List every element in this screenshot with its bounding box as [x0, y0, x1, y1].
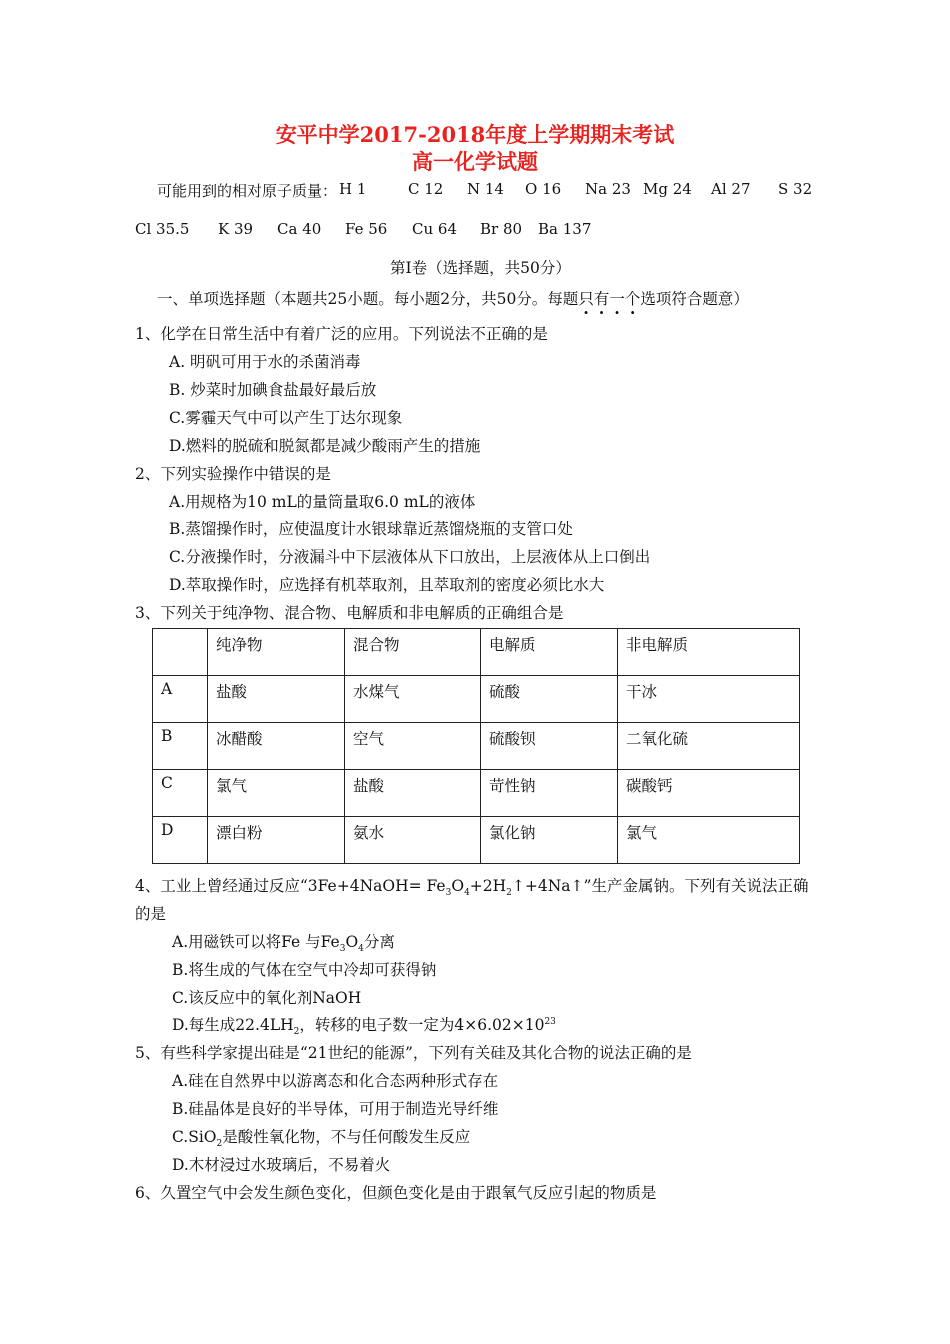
- table-cell: 非电解质: [618, 629, 800, 676]
- table-cell: 盐酸: [345, 770, 481, 817]
- table-cell: [153, 629, 208, 676]
- question-3-table: [152, 628, 800, 864]
- question-1-option-a: A. 明矾可用于水的杀菌消毒: [169, 353, 361, 371]
- table-cell: 硫酸钡: [481, 723, 618, 770]
- subscript: 3: [339, 944, 346, 955]
- question-1-option-c: C.雾霾天气中可以产生丁达尔现象: [169, 409, 403, 427]
- question-1-option-b: B. 炒菜时加碘食盐最好最后放: [169, 381, 377, 399]
- option-text: O: [345, 933, 359, 951]
- emphasis-char: 个: [624, 290, 641, 308]
- stem-text: 4、工业上曾经通过反应“3Fe+4NaOH= Fe: [135, 877, 446, 895]
- table-cell: 水煤气: [345, 676, 481, 723]
- question-4-option-c: C.该反应中的氧化剂NaOH: [172, 989, 362, 1007]
- option-text: 是酸性氧化物，不与任何酸发生反应: [222, 1128, 471, 1146]
- table-row: [153, 629, 800, 676]
- stem-text: ↑+4Na↑”生产金属钠。下列有关说法正确: [511, 877, 809, 895]
- atomic-mass-item: N 14: [467, 180, 504, 198]
- section-instruction: [157, 287, 749, 309]
- atomic-mass-item: Cu 64: [412, 220, 457, 238]
- emphasis-char: 有: [593, 290, 610, 308]
- question-4-stem-line2: 的是: [135, 905, 167, 923]
- instruction-text: 一、单项选择题（本题共25小题。每小题2分，共50分。每题: [157, 290, 579, 308]
- table-cell: 硫酸: [481, 676, 618, 723]
- question-2-stem: 2、下列实验操作中错误的是: [135, 465, 331, 483]
- atomic-mass-item: Cl 35.5: [135, 220, 190, 238]
- question-5-option-a: A.硅在自然界中以游离态和化合态两种形式存在: [172, 1072, 499, 1090]
- table-cell: 氯气: [618, 817, 800, 864]
- table-cell: 碳酸钙: [618, 770, 800, 817]
- table-cell: 纯净物: [208, 629, 345, 676]
- subscript: 3: [445, 888, 452, 899]
- question-3-stem: 3、下列关于纯净物、混合物、电解质和非电解质的正确组合是: [135, 604, 564, 622]
- option-text: D.每生成22.4LH: [172, 1016, 294, 1034]
- table-cell: 干冰: [618, 676, 800, 723]
- table-cell: 电解质: [481, 629, 618, 676]
- section-heading: 第Ⅰ卷（选择题，共50分）: [390, 259, 571, 277]
- question-5-option-c: [172, 1125, 470, 1149]
- question-6-stem: 6、久置空气中会发生颜色变化，但颜色变化是由于跟氧气反应引起的物质是: [135, 1184, 657, 1202]
- table-cell: 苛性钠: [481, 770, 618, 817]
- atomic-mass-item: Br 80: [480, 220, 523, 238]
- option-text: C.SiO: [172, 1128, 217, 1146]
- atomic-mass-item: Al 27: [711, 180, 751, 198]
- question-1-stem: 1、化学在日常生活中有着广泛的应用。下列说法不正确的是: [135, 325, 548, 343]
- table-cell: 氨水: [345, 817, 481, 864]
- emphasis-char: 一: [609, 290, 625, 308]
- atomic-mass-item: Mg 24: [643, 180, 692, 198]
- atomic-mass-item: K 39: [218, 220, 254, 238]
- table-cell: 空气: [345, 723, 481, 770]
- table-cell: C: [153, 770, 208, 817]
- question-4-option-b: B.将生成的气体在空气中冷却可获得钠: [172, 961, 437, 979]
- question-5-stem: 5、有些科学家提出硅是“21世纪的能源”，下列有关硅及其化合物的说法正确的是: [135, 1044, 692, 1062]
- table-cell: A: [153, 676, 208, 723]
- atomic-mass-item: Na 23: [585, 180, 631, 198]
- question-1-option-d: D.燃料的脱硫和脱氮都是减少酸雨产生的措施: [169, 437, 481, 455]
- question-4-option-a: [172, 930, 395, 954]
- table-cell: D: [153, 817, 208, 864]
- atomic-mass-item: Ca 40: [277, 220, 322, 238]
- superscript: 23: [544, 1016, 556, 1027]
- option-text: 分离: [363, 933, 395, 951]
- table-cell: 漂白粉: [208, 817, 345, 864]
- question-2-option-b: B.蒸馏操作时，应使温度计水银球靠近蒸馏烧瓶的支管口处: [169, 520, 573, 538]
- atomic-mass-item: Ba 137: [538, 220, 592, 238]
- exam-title: 安平中学2017-2018年度上学期期末考试: [275, 122, 675, 147]
- question-5-option-b: B.硅晶体是良好的半导体，可用于制造光导纤维: [172, 1100, 499, 1118]
- option-text: A.用磁铁可以将Fe 与Fe: [172, 933, 340, 951]
- table-row: [153, 723, 800, 770]
- atomic-mass-item: H 1: [339, 180, 367, 198]
- question-5-option-d: D.木材浸过水玻璃后，不易着火: [172, 1156, 391, 1174]
- question-2-option-c: C.分液操作时，分液漏斗中下层液体从下口放出，上层液体从上口倒出: [169, 548, 651, 566]
- question-2-option-a: A.用规格为10 mL的量筒量取6.0 mL的液体: [169, 493, 476, 511]
- subscript: 4: [358, 944, 364, 955]
- instruction-text: 选项符合题意）: [640, 290, 749, 308]
- atomic-mass-label: 可能用到的相对原子质量：: [157, 182, 338, 200]
- table-row: [153, 676, 800, 723]
- question-2-option-d: D.萃取操作时，应选择有机萃取剂，且萃取剂的密度必须比水大: [169, 576, 605, 594]
- table-cell: 冰醋酸: [208, 723, 345, 770]
- subscript: 2: [293, 1027, 300, 1038]
- question-4-stem: [135, 874, 808, 898]
- subscript: 4: [464, 888, 470, 899]
- atomic-mass-item: O 16: [525, 180, 562, 198]
- table-cell: 盐酸: [208, 676, 345, 723]
- emphasis-char: 只: [578, 290, 594, 308]
- stem-text: O: [451, 877, 465, 895]
- question-4-option-d: [172, 1013, 556, 1037]
- atomic-mass-item: C 12: [408, 180, 444, 198]
- exam-subtitle: 高一化学试题: [412, 149, 538, 174]
- table-cell: B: [153, 723, 208, 770]
- table-cell: 混合物: [345, 629, 481, 676]
- atomic-mass-item: Fe 56: [345, 220, 388, 238]
- subscript: 2: [216, 1139, 223, 1150]
- subscript: 2: [506, 888, 512, 899]
- table-row: [153, 817, 800, 864]
- table-cell: 氯化钠: [481, 817, 618, 864]
- option-text: ，转移的电子数一定为4×6.02×10: [299, 1016, 545, 1034]
- atomic-mass-item: S 32: [778, 180, 813, 198]
- table-cell: 二氧化硫: [618, 723, 800, 770]
- table-row: [153, 770, 800, 817]
- stem-text: +2H: [469, 877, 507, 895]
- table-cell: 氯气: [208, 770, 345, 817]
